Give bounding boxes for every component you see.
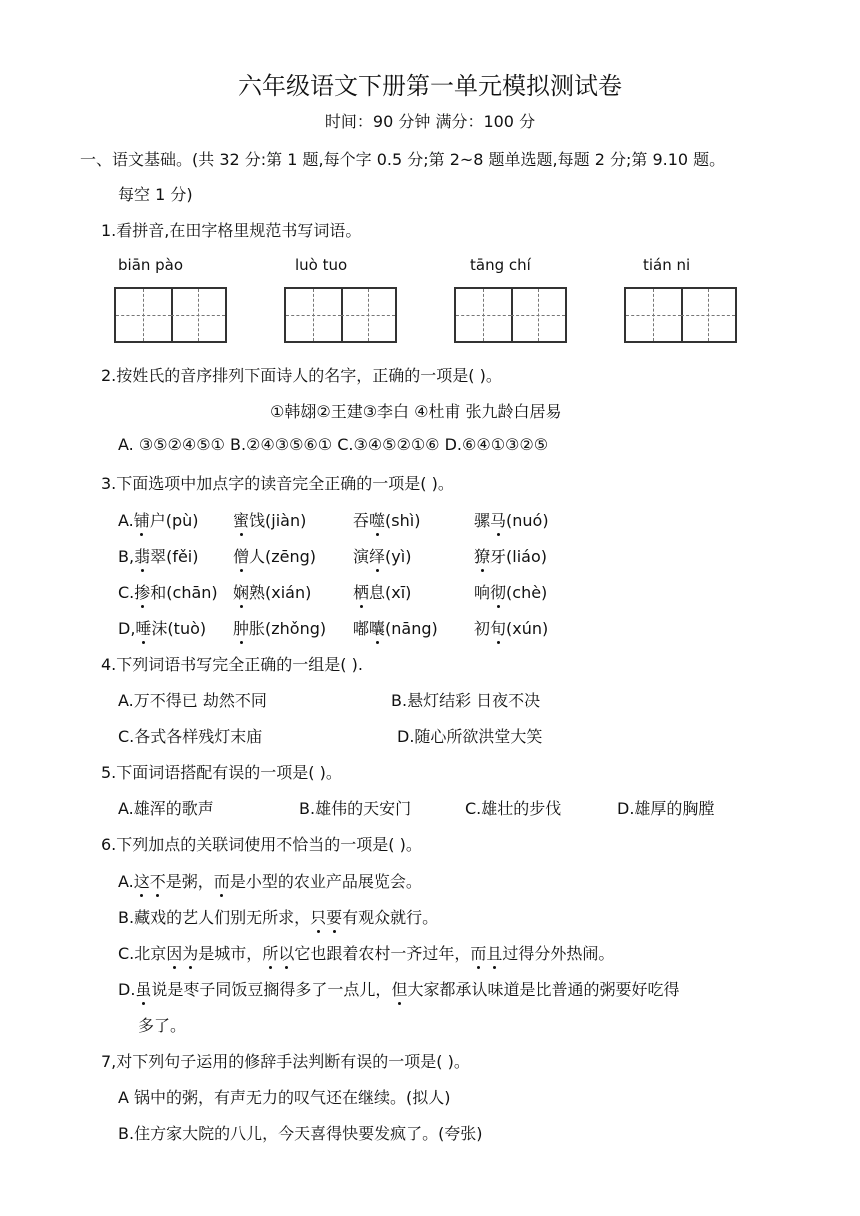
q5-stem: 5.下面词语搭配有误的一项是( )。 bbox=[101, 763, 342, 782]
q3-option-d: D,唾沫(tuò) bbox=[118, 616, 206, 639]
tianzige-box-2[interactable] bbox=[284, 287, 397, 343]
q3-stem: 3.下面选项中加点字的读音完全正确的一项是( )。 bbox=[101, 474, 454, 493]
exam-info: 时间：90 分钟 满分：100 分 bbox=[324, 112, 536, 131]
pinyin-1: biān pào bbox=[118, 256, 184, 274]
q4-option-c: C.各式各样残灯末庙 bbox=[118, 727, 263, 746]
tianzige-box-3[interactable] bbox=[454, 287, 567, 343]
q3-option-c-2: 娴熟(xián) bbox=[233, 580, 311, 603]
section-heading-cont: 每空 1 分) bbox=[118, 185, 193, 204]
q3-option-c-3: 栖息(xī) bbox=[353, 580, 411, 603]
page-title: 六年级语文下册第一单元模拟测试卷 bbox=[238, 72, 622, 100]
q3-option-a: A.铺户(pù) bbox=[118, 508, 199, 531]
pinyin-3: tāng chí bbox=[470, 256, 531, 274]
q5-option-c: C.雄壮的步伐 bbox=[465, 799, 562, 818]
q3-option-a-3: 吞噬(shì) bbox=[353, 508, 420, 531]
q4-option-a: A.万不得已 劫然不同 bbox=[118, 691, 267, 710]
q3-option-d-3: 嘟囔(nāng) bbox=[353, 616, 438, 639]
q6-option-c: C.北京因为是城市，所以它也跟着农村一齐过年，而且过得分外热闹。 bbox=[118, 941, 614, 964]
q2-options: A. ③⑤②④⑤① B.②④③⑤⑥① C.③④⑤②①⑥ D.⑥④①③②⑤ bbox=[118, 435, 549, 454]
q1-stem: 1.看拼音,在田字格里规范书写词语。 bbox=[101, 221, 362, 240]
tianzige-box-4[interactable] bbox=[624, 287, 737, 343]
q4-stem: 4.下列词语书写完全正确的一组是( ). bbox=[101, 655, 363, 674]
section-heading: 一、语文基础。(共 32 分:第 1 题,每个字 0.5 分;第 2~8 题单选题,每题 2 分;第 9.10 题。 bbox=[80, 150, 726, 169]
q3-option-b-2: 僧人(zēng) bbox=[233, 544, 316, 567]
q6-option-d: D.虽说是枣子同饭豆搁得多了一点儿，但大家都承认味道是比普通的粥要好吃得 bbox=[118, 977, 679, 1000]
q3-option-d-2: 肿胀(zhǒng) bbox=[233, 616, 326, 639]
q3-option-b-4: 獠牙(liáo) bbox=[474, 544, 547, 567]
q3-option-a-2: 蜜饯(jiàn) bbox=[233, 508, 306, 531]
q7-stem: 7,对下列句子运用的修辞手法判断有误的一项是( )。 bbox=[101, 1052, 470, 1071]
pinyin-4: tián ni bbox=[643, 256, 691, 274]
q6-option-d-cont: 多了。 bbox=[138, 1016, 187, 1035]
q3-option-b: B,翡翠(fěi) bbox=[118, 544, 199, 567]
q3-option-c-4: 响彻(chè) bbox=[474, 580, 547, 603]
q3-option-c: C.掺和(chān) bbox=[118, 580, 218, 603]
q4-option-b: B.悬灯结彩 日夜不决 bbox=[391, 691, 541, 710]
q5-option-b: B.雄伟的天安门 bbox=[299, 799, 412, 818]
q6-option-a: A.这不是粥，而是小型的农业产品展览会。 bbox=[118, 869, 422, 892]
q7-option-a: A 锅中的粥，有声无力的叹气还在继续。(拟人) bbox=[118, 1088, 451, 1107]
q7-option-b: B.住方家大院的八儿，今天喜得快要发疯了。(夸张) bbox=[118, 1124, 483, 1143]
q4-option-d: D.随心所欲洪堂大笑 bbox=[397, 727, 543, 746]
q5-option-a: A.雄浑的歌声 bbox=[118, 799, 214, 818]
q3-option-b-3: 演绎(yì) bbox=[353, 544, 411, 567]
tianzige-box-1[interactable] bbox=[114, 287, 227, 343]
q2-stem: 2.按姓氏的音序排列下面诗人的名字，正确的一项是( )。 bbox=[101, 366, 502, 385]
q3-option-a-4: 骡马(nuó) bbox=[474, 508, 549, 531]
q6-option-b: B.藏戏的艺人们别无所求，只要有观众就行。 bbox=[118, 905, 438, 928]
q3-option-d-4: 初旬(xún) bbox=[474, 616, 548, 639]
q6-stem: 6.下列加点的关联词使用不恰当的一项是( )。 bbox=[101, 835, 422, 854]
q2-poet-list: ①韩翃②王建③李白 ④杜甫 张九龄白居易 bbox=[270, 402, 562, 421]
pinyin-2: luò tuo bbox=[295, 256, 348, 274]
q5-option-d: D.雄厚的胸膛 bbox=[617, 799, 715, 818]
